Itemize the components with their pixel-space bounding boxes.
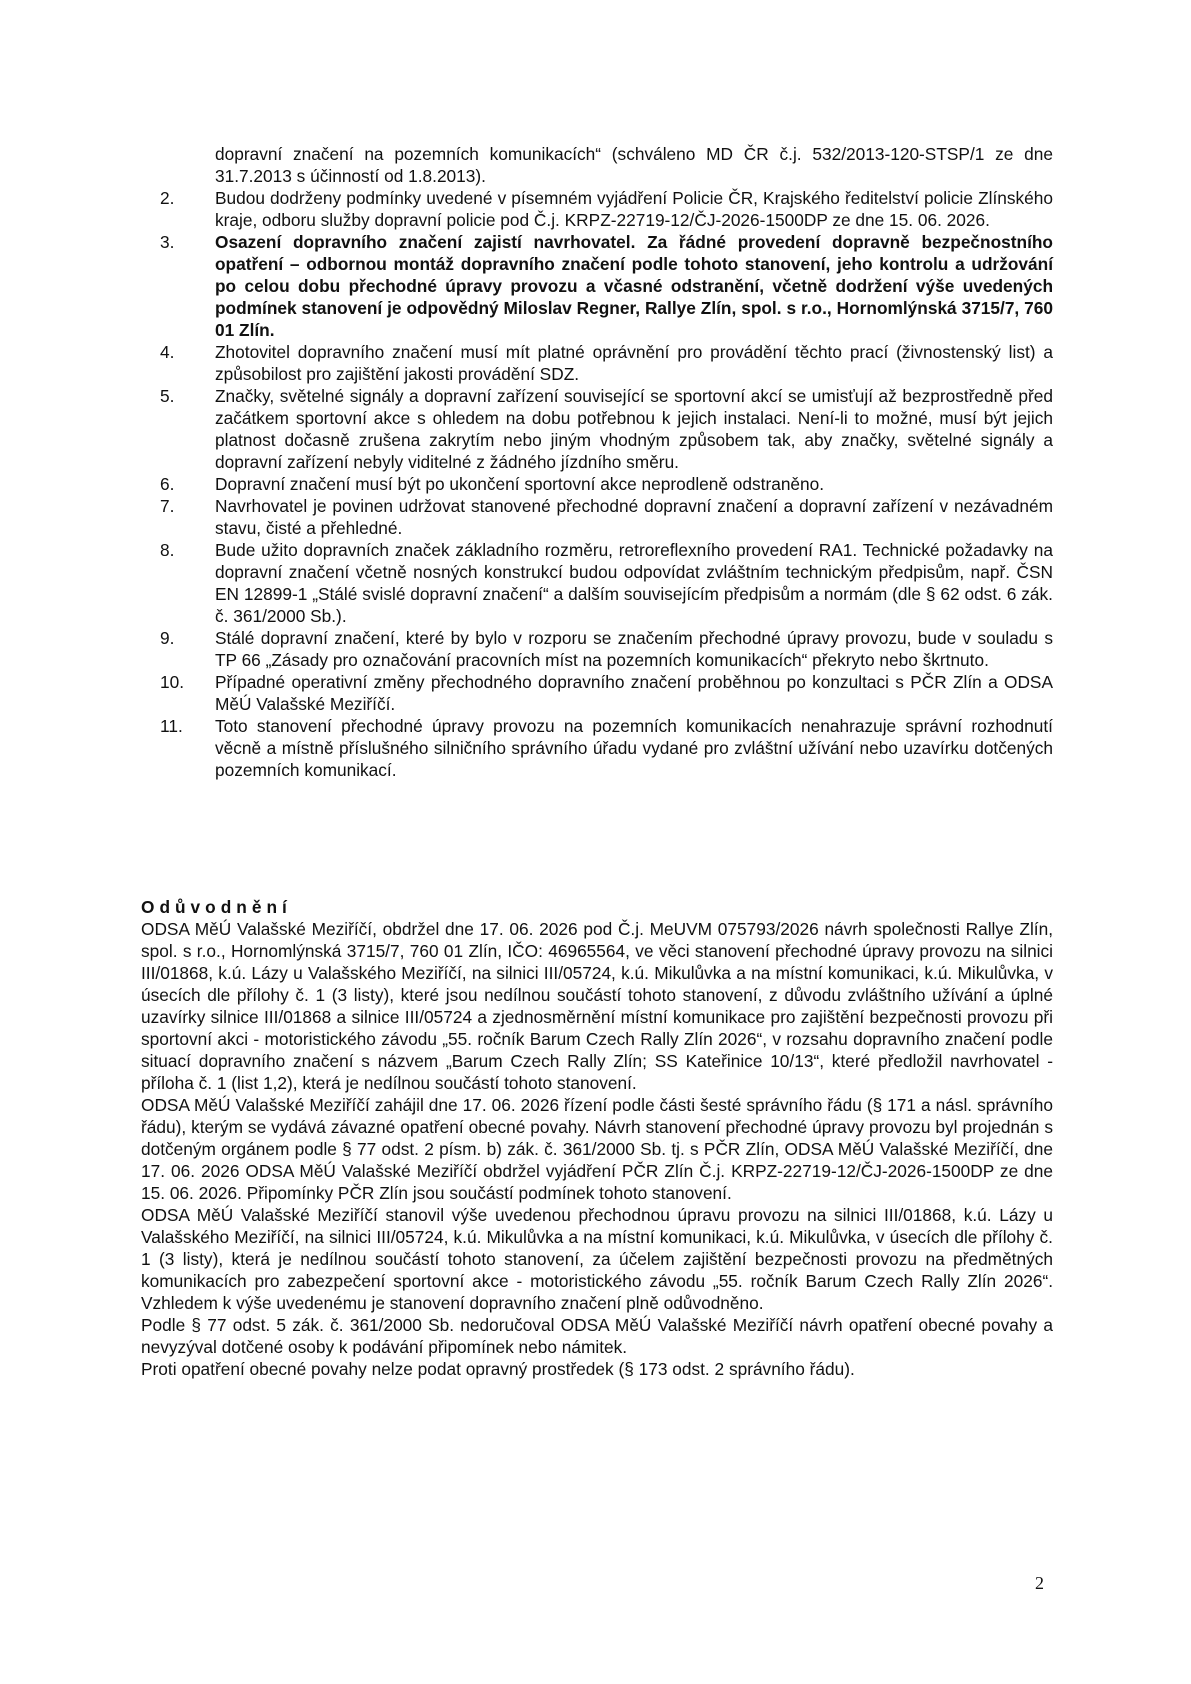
condition-text-bold: Osazení dopravního značení zajistí navrhovatel. Za řádné provedení dopravně bezpečnostního opatření – odbornou montáž dopravního značení podle tohoto stanovení, jeho kontrolu a udržování po celou dobu přechodné úpravy provozu a včasné odstranění, včetně dodržení výše uvedených podmínek stanovení je odpovědný Miloslav Regner, Rallye Zlín, spol. s r.o., Hornomlýnská 3715/7, 760 01 Zlín. — [215, 232, 1053, 340]
condition-item — [160, 671, 1053, 715]
condition-text: Toto stanovení přechodné úpravy provozu na pozemních komunikacích nenahrazuje správní rozhodnutí věcně a místně příslušného silničního správního úřadu vydané pro zvláštní užívání nebo uzavírku dotčených pozemních komunikací. — [215, 716, 1053, 780]
reasoning-paragraph: Proti opatření obecné povahy nelze podat opravný prostředek (§ 173 odst. 2 správního řádu). — [141, 1359, 855, 1379]
condition-item — [160, 385, 1053, 473]
condition-number: 2. — [160, 188, 175, 208]
condition-number: 9. — [160, 628, 175, 648]
page-number: 2 — [1035, 1573, 1044, 1593]
condition-number: 6. — [160, 474, 175, 494]
condition-text: Stálé dopravní značení, které by bylo v rozporu se značením přechodné úpravy provozu, bude v souladu s TP 66 „Zásady pro označování pracovních míst na pozemních komunikacích“ překryto nebo škrtnuto. — [215, 628, 1053, 670]
condition-item — [160, 715, 1053, 781]
condition-item — [160, 341, 1053, 385]
condition-number: 4. — [160, 342, 175, 362]
reasoning-heading: Odůvodnění — [141, 897, 292, 917]
conditions-list — [160, 187, 1053, 781]
condition-item — [160, 231, 1053, 341]
condition-item — [160, 187, 1053, 231]
condition-number: 8. — [160, 540, 175, 560]
condition-number: 11. — [160, 716, 183, 736]
intro-continuation: dopravní značení na pozemních komunikacích“ (schváleno MD ČR č.j. 532/2013-120-STSP/1 ze dne 31.7.2013 s účinností od 1.8.2013). — [215, 144, 1053, 186]
condition-item — [160, 473, 1053, 495]
reasoning-section — [141, 918, 1053, 1380]
condition-number: 10. — [160, 672, 185, 692]
condition-number: 7. — [160, 496, 175, 516]
condition-text: Případné operativní změny přechodného dopravního značení proběhnou po konzultaci s PČR Zlín a ODSA MěÚ Valašské Meziříčí. — [215, 672, 1053, 714]
condition-text: Dopravní značení musí být po ukončení sportovní akce neprodleně odstraněno. — [215, 474, 825, 494]
condition-text: Navrhovatel je povinen udržovat stanovené přechodné dopravní značení a dopravní zařízení v nezávadném stavu, čisté a přehledné. — [215, 496, 1053, 538]
reasoning-paragraph: ODSA MěÚ Valašské Meziříčí stanovil výše uvedenou přechodnou úpravu provozu na silnici III/01868, k.ú. Lázy u Valašského Meziříčí, na silnici III/05724, k.ú. Mikulůvka a na místní komunikaci, k.ú. Mikulůvka, v úsecích dle přílohy č. 1 (3 listy), která je nedílnou součástí tohoto stanovení, za účelem zajištění bezpečnosti provozu na předmětných komunikacích pro zabezpečení sportovní akce - motoristického závodu „55. ročník Barum Czech Rally Zlín 2026“. Vzhledem k výše uvedenému je stanovení dopravního značení plně odůvodněno. — [141, 1205, 1053, 1313]
reasoning-paragraph: ODSA MěÚ Valašské Meziříčí zahájil dne 17. 06. 2026 řízení podle části šesté správního řádu (§ 171 a násl. správního řádu), kterým se vydává závazné opatření obecné povahy. Návrh stanovení přechodné úpravy provozu byl projednán s dotčeným orgánem podle § 77 odst. 2 písm. b) zák. č. 361/2000 Sb. tj. s PČR Zlín, ODSA MěÚ Valašské Meziříčí, dne 17. 06. 2026 ODSA MěÚ Valašské Meziříčí obdržel vyjádření PČR Zlín Č.j. KRPZ-22719-12/ČJ-2026-1500DP ze dne 15. 06. 2026. Připomínky PČR Zlín jsou součástí podmínek tohoto stanovení. — [141, 1095, 1053, 1203]
condition-item — [160, 495, 1053, 539]
reasoning-paragraph: Podle § 77 odst. 5 zák. č. 361/2000 Sb. nedoručoval ODSA MěÚ Valašské Meziříčí návrh opatření obecné povahy a nevyzýval dotčené osoby k podávání připomínek nebo námitek. — [141, 1315, 1053, 1357]
condition-text: Bude užito dopravních značek základního rozměru, retroreflexního provedení RA1. Technické požadavky na dopravní značení včetně nosných konstrukcí budou odpovídat zvláštním technickým předpisům, např. ČSN EN 12899-1 „Stálé svislé dopravní značení“ a dalším souvisejícím předpisům a normám (dle § 62 odst. 6 zák. č. 361/2000 Sb.). — [215, 540, 1053, 626]
condition-text: Značky, světelné signály a dopravní zařízení související se sportovní akcí se umisťují až bezprostředně před začátkem sportovní akce s ohledem na dobu potřebnou k jejich instalaci. Není-li to možné, musí být jejich platnost dočasně zrušena zakrytím nebo jiným vhodným způsobem tak, aby značky, světelné signály a dopravní zařízení nebyly viditelné z žádného jízdního směru. — [215, 386, 1053, 472]
condition-number: 3. — [160, 232, 175, 252]
condition-text: Budou dodrženy podmínky uvedené v písemném vyjádření Policie ČR, Krajského ředitelství policie Zlínského kraje, odboru služby dopravní policie pod Č.j. KRPZ-22719-12/ČJ-2026-1500DP ze dne 15. 06. 2026. — [215, 188, 1053, 230]
condition-text: Zhotovitel dopravního značení musí mít platné oprávnění pro provádění těchto prací (živnostenský list) a způsobilost pro zajištění jakosti provádění SDZ. — [215, 342, 1053, 384]
condition-number: 5. — [160, 386, 175, 406]
condition-item — [160, 627, 1053, 671]
reasoning-paragraph: ODSA MěÚ Valašské Meziříčí, obdržel dne 17. 06. 2026 pod Č.j. MeUVM 075793/2026 návrh společnosti Rallye Zlín, spol. s r.o., Hornomlýnská 3715/7, 760 01 Zlín, IČO: 46965564, ve věci stanovení přechodné úpravy provozu na silnici III/01868, k.ú. Lázy u Valašského Meziříčí, na silnici III/05724, k.ú. Mikulůvka a na místní komunikaci, k.ú. Mikulůvka, v úsecích dle přílohy č. 1 (3 listy), které jsou nedílnou součástí tohoto stanovení, z důvodu zvláštního užívání a úplné uzavírky silnice III/01868 a silnice III/05724 a zjednosměrnění místní komunikace pro zajištění bezpečnosti provozu při sportovní akci - motoristického závodu „55. ročník Barum Czech Rally Zlín 2026“, v rozsahu dopravního značení podle situací dopravního značení s názvem „Barum Czech Rally Zlín; SS Kateřinice 10/13“, které předložil navrhovatel - příloha č. 1 (list 1,2), která je nedílnou součástí tohoto stanovení. — [141, 919, 1053, 1093]
condition-item — [160, 539, 1053, 627]
